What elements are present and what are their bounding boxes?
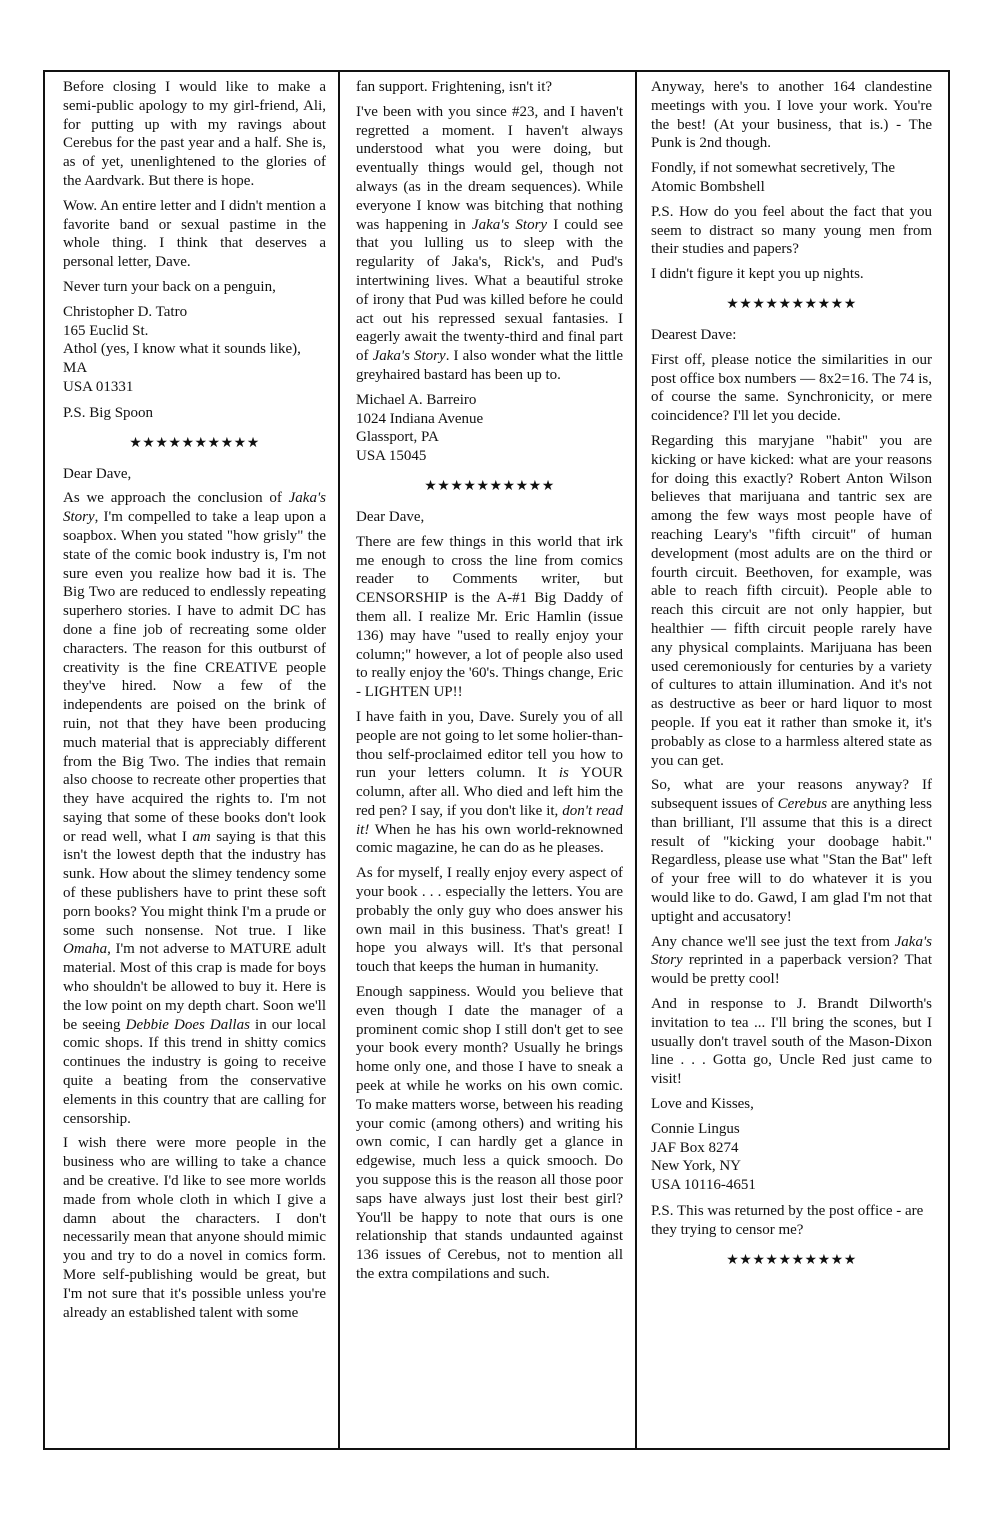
star-separator: ★★★★★★★★★★	[129, 434, 260, 451]
greeting: Dearest Dave:	[651, 326, 737, 343]
title-text: Jaka's Story	[372, 348, 446, 365]
paragraph: And in response to J. Brandt Dilworth's invitation to tea ... I'll bring the scones, but I usually don't travel south of the Mason-Dixon line . . . Gotta go, Uncle Red just came to visit!	[651, 996, 932, 1088]
signature-line: Glassport, PA	[356, 429, 439, 446]
paragraph: I wish there were more people in the business who are willing to take a chance and be creative. I'd like to see more worlds made from whole cloth in which I give a damn about the characters. I don't necessarily mean that anyone should mimic you and try to do a novel in comics form. More self-publishing would be great, but I'm not sure that it's possible unless you're already an established talent with some	[63, 1135, 326, 1321]
signature-block	[356, 391, 623, 466]
paragraph: Before closing I would like to make a semi-public apology to my girl-friend, Ali, for putting up with my ravings about Cerebus for the past year and a half. She is, as of yet, unenlightened to the glories of the Aardvark. But there is hope.	[63, 79, 326, 189]
paragraph: Anyway, here's to another 164 clandestine meetings with you. I love your work. You're the best! (At your business, that is.) - The Punk is 2nd though.	[651, 79, 932, 152]
signature-block	[63, 303, 326, 397]
signature-block	[651, 1120, 932, 1195]
paragraph: fan support. Frightening, isn't it?	[356, 79, 553, 95]
star-separator: ★★★★★★★★★★	[726, 1251, 857, 1268]
postscript: P.S. This was returned by the post office - are they trying to censor me?	[651, 1203, 924, 1238]
signature-line: USA 10116-4651	[651, 1177, 756, 1194]
emphasis-text: is	[558, 765, 569, 782]
paragraph: I've been with you since #23, and I haven't regretted a moment. I haven't always understood what you were doing, but eventually things would gel, though not always (as in the dream sequences). While everyone I know was bitching that nothing was happening in Jaka's Story I could see that you lulling us to sleep with the regularity of Jaka's, Rick's, and Pud's intertwining lives. What a beautiful stroke of irony that Pud was killed before he could act out his repressed sexual fantasies. I eagerly await the twenty-third and final part of Jaka's Story. I also wonder what the little greyhaired bastard has been up to.	[356, 103, 624, 383]
paragraph: Any chance we'll see just the text from Jaka's Story reprinted in a paperback version? That would be pretty cool!	[651, 933, 932, 988]
signature-name: Michael A. Barreiro	[356, 391, 477, 408]
greeting: Dear Dave,	[63, 465, 132, 482]
signature-name: Christopher D. Tatro	[63, 303, 188, 320]
paragraph: I didn't figure it kept you up nights.	[651, 266, 864, 283]
star-separator: ★★★★★★★★★★	[726, 295, 857, 312]
paragraph: First off, please notice the similarities in our post office box numbers — 8x2=16. The 74 is, of course the same. Synchronicity, or mere coincidence? I'll let you decide.	[651, 351, 932, 425]
greeting: Dear Dave,	[356, 508, 425, 525]
signature-name: Connie Lingus	[651, 1120, 740, 1137]
paragraph: I have faith in you, Dave. Surely you of all people are not going to let some holier-than-thou self-proclaimed editor tell you how to run your letters column. It is YOUR column, after all. Who died and left him the red pen? I say, if you don't like it, don't read it! When he has his own world-reknowned comic magazine, he can do as he pleases.	[356, 708, 624, 857]
title-text: Cerebus	[777, 796, 828, 813]
signature-line: Athol (yes, I know what it sounds like), MA	[63, 341, 301, 377]
postscript: P.S. How do you feel about the fact that you seem to distract so many young men from their studies and papers?	[651, 203, 932, 258]
signature-closing: Fondly, if not somewhat secretively, The Atomic Bombshell	[651, 160, 895, 195]
postscript: P.S. Big Spoon	[63, 404, 154, 421]
paragraph: Enough sappiness. Would you believe that even though I date the manager of a prominent comic shop I still don't get to see your book every month? Usually he brings home only one, and those I have to sneak a peek at while he works on his own comic. To make matters worse, between his reading your comic (among others) and writing his own comic, I can hardly get a glance in edgewise, much less a quick smooch. Do you suppose this is the reason all those poor saps have always just lost their best girl? You'll be happy to note that ours is one relationship that stands undaunted against 136 issues of Cerebus, not to mention all the extra compilations and such.	[356, 984, 623, 1283]
paragraph: As we approach the conclusion of Jaka's Story, I'm compelled to take a leap upon a soapbox. When you stated "how grisly" the state of the comic book industry is, I'm not sure even you realize how bad it is. The Big Two are reduced to endlessly repeating superhero stories. I have to admit DC has done a fine job of recreating some older characters. The reason for this outburst of creativity is the fine CREATIVE people they've hired. Now a few of the independents are poised on the brink of ruin, not that they have been producing much material that is appreciably different from the Big Two. The indies that remain also choose to recreate other properties that they have acquired the rights to. I'm not saying that some of these books don't look or read well, what I am saying is that this isn't the lowest depth that the industry has sunk. How about the slimey tendency some of these publishers have to print these soft porn books? You might think I'm a prude or some such nonsense. Not true. I like Omaha, I'm not adverse to MATURE adult material. Most of this crap is made for boys who shouldn't be allowed to buy it. Here is the low point on my depth chart. Soon we'll be seeing Debbie Does Dallas in our local comic shops. If this trend in shitty comics continues the industry is going to receive quite a beating from the conservative elements in this country that are calling for censorship.	[63, 490, 326, 1127]
title-text: Jaka's Story	[471, 216, 548, 233]
column-2	[340, 72, 637, 1448]
emphasis-text: don't read it!	[356, 802, 623, 838]
letters-page-frame	[43, 70, 950, 1450]
column-1	[45, 72, 340, 1448]
signature-closing: Love and Kisses,	[651, 1096, 754, 1113]
signature-line: New York, NY	[651, 1158, 742, 1175]
title-text: Jaka's Story	[63, 490, 326, 526]
title-text: Jaka's Story	[651, 933, 932, 969]
signature-line: 1024 Indiana Avenue	[356, 410, 484, 427]
signature-line: 165 Euclid St.	[63, 322, 149, 339]
signature-line: JAF Box 8274	[651, 1139, 739, 1156]
title-text: Omaha	[63, 941, 108, 958]
paragraph: So, what are your reasons anyway? If subsequent issues of Cerebus are anything less than brilliant, I'll assume that this is a direct result of "kicking your doobage habit." Regardless, please use what "Stan the Bat" left of your free will to do whatever it is you would like to do. Gawd, I am glad I'm not that uptight and accusatory!	[651, 777, 932, 925]
paragraph: There are few things in this world that irk me enough to cross the line from comics reader to Comments writer, but CENSORSHIP is the A-#1 Big Daddy of them all. I realize Mr. Eric Hamlin (issue 136) may have "used to really enjoy your column;" however, a lot of people also used to really enjoy the '60's. Things change, Eric - LIGHTEN UP!!	[356, 533, 623, 701]
paragraph: Regarding this maryjane "habit" you are kicking or have kicked: what are your reasons for doing this exactly? Robert Anton Wilson believes that marijuana and tantric sex are among the few ways most people have of reaching Leary's "fifth circuit" of human development (most adults are on the third or fourth circuit. Beethoven, for example, was able to reach fifth circuit). People able to reach this circuit are not only happier, but healthier — fifth circuit people rarely have any physical complaints. Marijuana has been used ceremoniously for centuries by a variety of cultures to attain illumination. And it's not as destructive as beer or hard liquor to most people. If you eat it rather than smoke it, it's probably as close to a harmless altered state as you can get.	[651, 432, 932, 769]
column-3	[637, 72, 948, 1448]
star-separator: ★★★★★★★★★★	[424, 477, 555, 494]
paragraph: Never turn your back on a penguin,	[63, 278, 276, 295]
paragraph: As for myself, I really enjoy every aspect of your book . . . especially the letters. You are probably the only guy who does answer his own mail in this business. That's great! I hope you always will. It's that personal touch that keeps the human in humanity.	[356, 865, 623, 976]
signature-line: USA 01331	[63, 378, 134, 395]
paragraph: Wow. An entire letter and I didn't mention a favorite band or sexual pastime in the whole thing. I think that deserves a personal letter, Dave.	[63, 197, 326, 271]
emphasis-text: am	[192, 828, 211, 845]
signature-line: USA 15045	[356, 448, 427, 465]
title-text: Debbie Does Dallas	[125, 1016, 250, 1033]
